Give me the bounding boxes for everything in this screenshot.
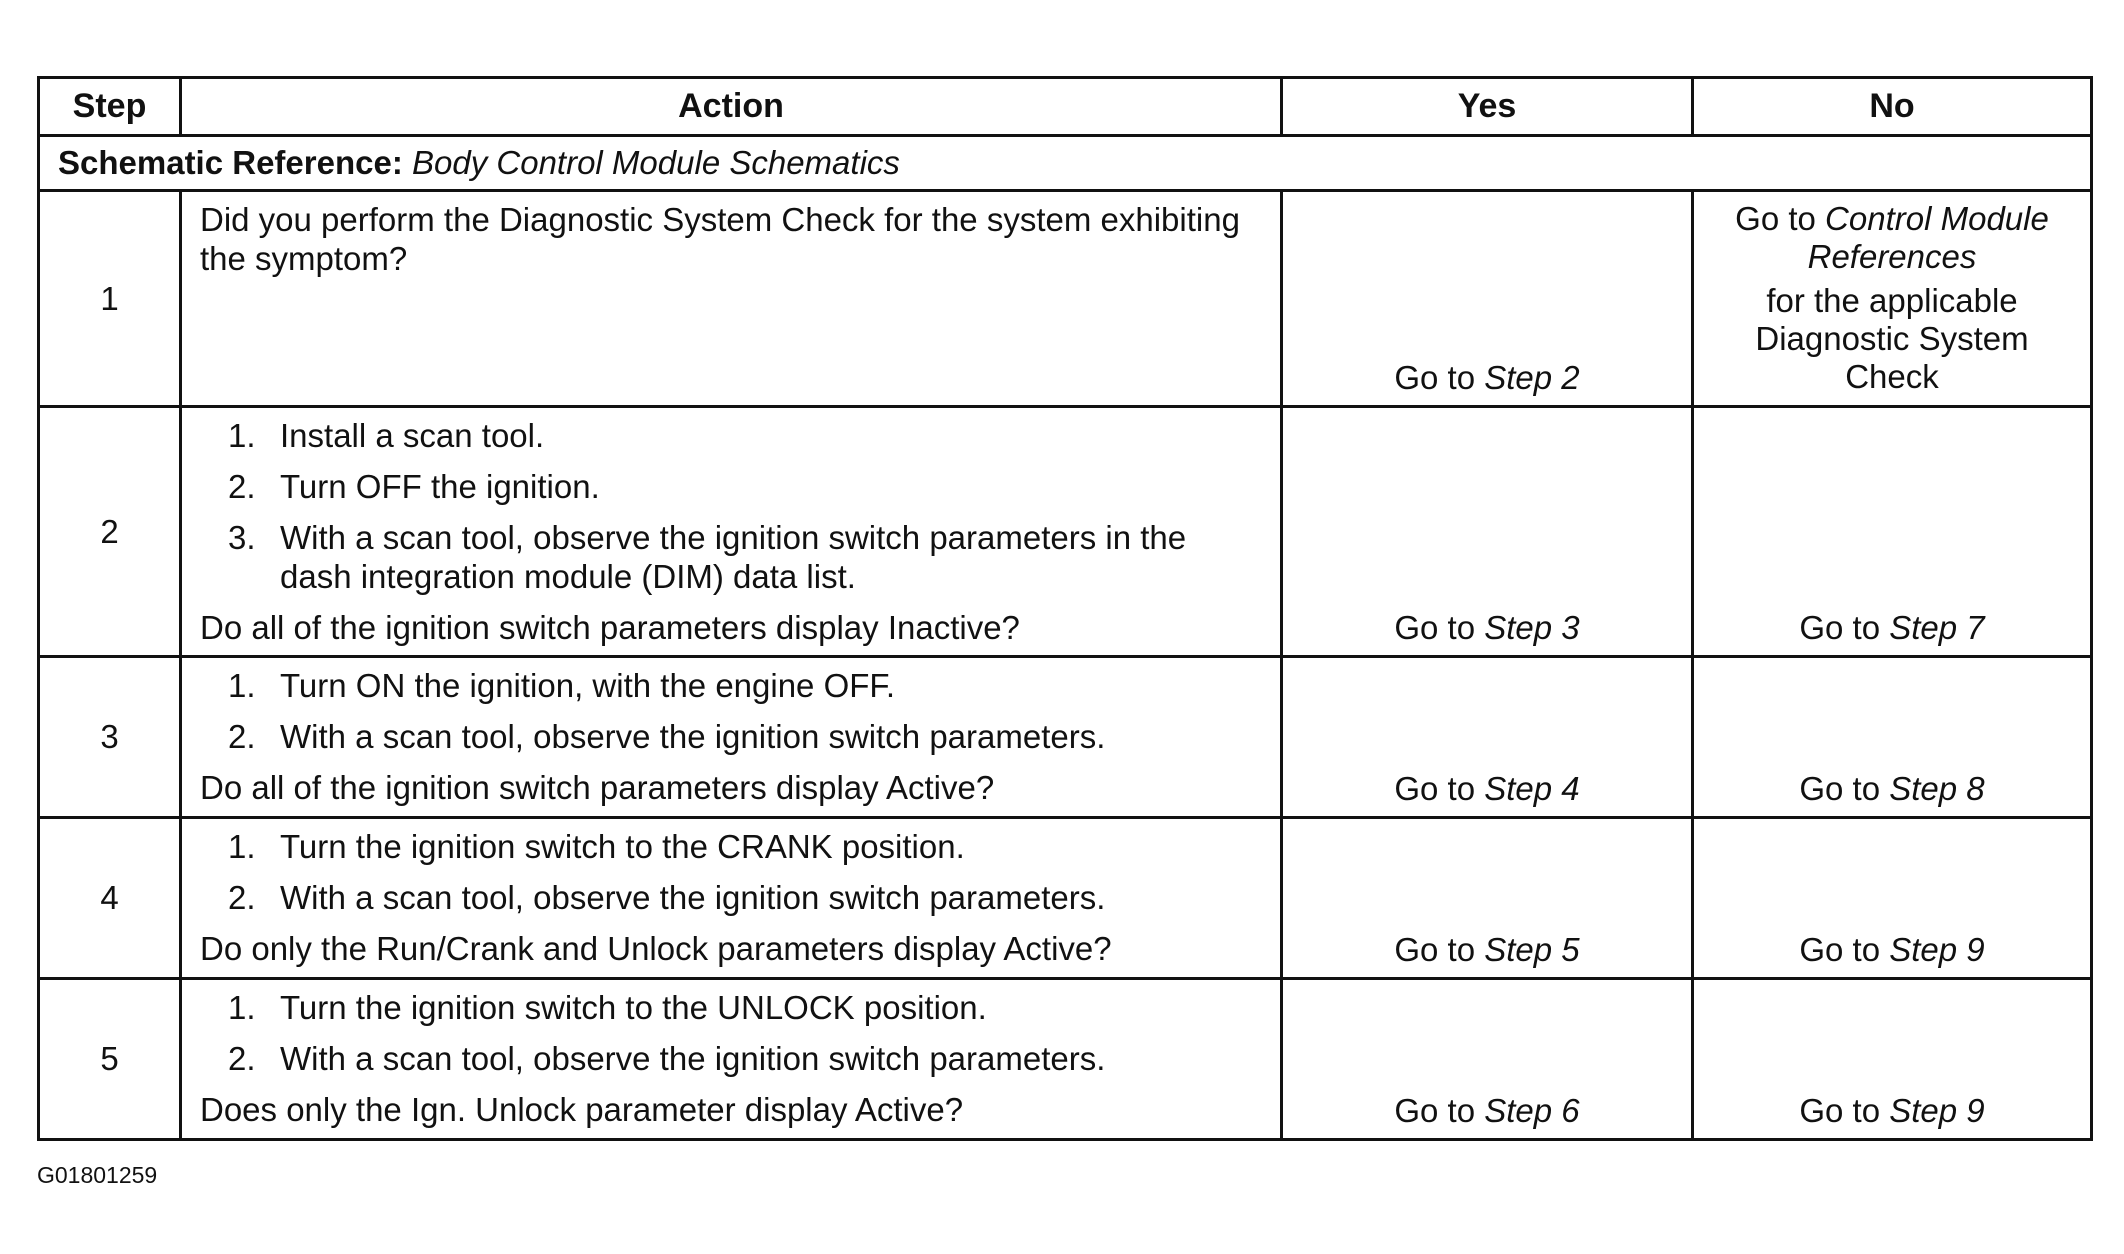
table-row — [39, 818, 2092, 979]
action-step-number: 2. — [228, 468, 256, 505]
action-step-text: Turn the ignition switch to the CRANK position. — [280, 828, 965, 865]
no-reference-line — [1694, 200, 2090, 276]
action-step-number: 2. — [228, 1040, 256, 1077]
figure-id: G01801259 — [37, 1162, 158, 1188]
action-question: Did you perform the Diagnostic System Check for the system exhibiting the symptom? — [200, 201, 1240, 277]
header-step: Step — [39, 78, 181, 136]
action-step-number: 1. — [228, 417, 256, 454]
no-step-link[interactable]: Step 9 — [1889, 931, 1985, 968]
table-row — [39, 979, 2092, 1140]
no-prefix: Go to — [1799, 1092, 1890, 1129]
action-step-item — [200, 717, 1262, 756]
step-number: 4 — [39, 818, 181, 979]
no-cell — [1693, 818, 2092, 979]
no-cell — [1693, 191, 2092, 407]
schematic-reference — [39, 136, 2092, 191]
table-row — [39, 191, 2092, 407]
step-number: 3 — [39, 657, 181, 818]
step-number: 2 — [39, 407, 181, 657]
table-row — [39, 407, 2092, 657]
action-step-number: 2. — [228, 879, 256, 916]
action-step-text: Install a scan tool. — [280, 417, 545, 454]
no-prefix: Go to — [1799, 770, 1890, 807]
step-number: 1 — [39, 191, 181, 407]
yes-prefix: Go to — [1394, 1092, 1485, 1129]
yes-step-link[interactable]: Step 2 — [1484, 359, 1580, 396]
action-question: Do only the Run/Crank and Unlock parameters display Active? — [200, 930, 1112, 967]
action-step-item — [200, 518, 1262, 596]
action-cell — [181, 191, 1282, 407]
schematic-label: Schematic Reference: — [58, 144, 403, 181]
action-step-text: Turn ON the ignition, with the engine OFF. — [280, 667, 896, 704]
yes-prefix: Go to — [1394, 609, 1485, 646]
yes-cell — [1282, 818, 1693, 979]
yes-prefix: Go to — [1394, 931, 1485, 968]
no-prefix: Go to — [1799, 609, 1890, 646]
action-step-number: 3. — [228, 519, 256, 556]
action-question: Do all of the ignition switch parameters display Active? — [200, 769, 995, 806]
no-reference-link[interactable]: Control Module References — [1807, 200, 2049, 275]
no-cell — [1693, 407, 2092, 657]
action-step-item — [200, 1039, 1262, 1078]
yes-cell — [1282, 657, 1693, 818]
yes-prefix: Go to — [1394, 770, 1485, 807]
action-step-item — [200, 878, 1262, 917]
yes-cell — [1282, 407, 1693, 657]
action-step-text: Turn the ignition switch to the UNLOCK position. — [280, 989, 987, 1026]
diagnostic-table-container — [37, 76, 2090, 1141]
action-step-text: With a scan tool, observe the ignition switch parameters. — [280, 1040, 1106, 1077]
action-question: Do all of the ignition switch parameters display Inactive? — [200, 609, 1020, 646]
header-action: Action — [181, 78, 1282, 136]
yes-cell — [1282, 979, 1693, 1140]
step-number: 5 — [39, 979, 181, 1140]
yes-step-link[interactable]: Step 4 — [1484, 770, 1580, 807]
action-step-number: 2. — [228, 718, 256, 755]
action-steps-list — [200, 666, 1262, 756]
action-cell — [181, 979, 1282, 1140]
action-step-number: 1. — [228, 828, 256, 865]
action-step-item — [200, 666, 1262, 705]
action-cell — [181, 818, 1282, 979]
diagnostic-table — [37, 76, 2093, 1141]
yes-cell — [1282, 191, 1693, 407]
action-cell — [181, 407, 1282, 657]
action-step-number: 1. — [228, 667, 256, 704]
action-cell — [181, 657, 1282, 818]
no-suffix-text: for the applicable Diagnostic System Check — [1755, 282, 2029, 395]
schematic-row — [39, 136, 2092, 191]
no-prefix: Go to — [1799, 931, 1890, 968]
header-no: No — [1693, 78, 2092, 136]
no-cell — [1693, 657, 2092, 818]
no-cell — [1693, 979, 2092, 1140]
action-steps-list — [200, 988, 1262, 1078]
no-step-link[interactable]: Step 7 — [1889, 609, 1985, 646]
no-prefix: Go to — [1735, 200, 1826, 237]
action-steps-list — [200, 416, 1262, 596]
action-step-number: 1. — [228, 989, 256, 1026]
header-yes: Yes — [1282, 78, 1693, 136]
yes-step-link[interactable]: Step 3 — [1484, 609, 1580, 646]
no-step-link[interactable]: Step 9 — [1889, 1092, 1985, 1129]
action-question: Does only the Ign. Unlock parameter display Active? — [200, 1091, 964, 1128]
yes-prefix: Go to — [1394, 359, 1485, 396]
action-step-text: Turn OFF the ignition. — [280, 468, 600, 505]
schematic-link[interactable]: Body Control Module Schematics — [412, 144, 900, 181]
table-body — [39, 191, 2092, 1140]
table-row — [39, 657, 2092, 818]
action-steps-list — [200, 827, 1262, 917]
action-step-item — [200, 827, 1262, 866]
action-step-item — [200, 988, 1262, 1027]
header-row — [39, 78, 2092, 136]
action-step-item — [200, 467, 1262, 506]
action-step-item — [200, 416, 1262, 455]
no-step-link[interactable]: Step 8 — [1889, 770, 1985, 807]
yes-step-link[interactable]: Step 5 — [1484, 931, 1580, 968]
action-step-text: With a scan tool, observe the ignition switch parameters. — [280, 718, 1106, 755]
yes-step-link[interactable]: Step 6 — [1484, 1092, 1580, 1129]
action-step-text: With a scan tool, observe the ignition switch parameters. — [280, 879, 1106, 916]
action-step-text: With a scan tool, observe the ignition switch parameters in the dash integration module (DIM) data list. — [280, 519, 1187, 595]
